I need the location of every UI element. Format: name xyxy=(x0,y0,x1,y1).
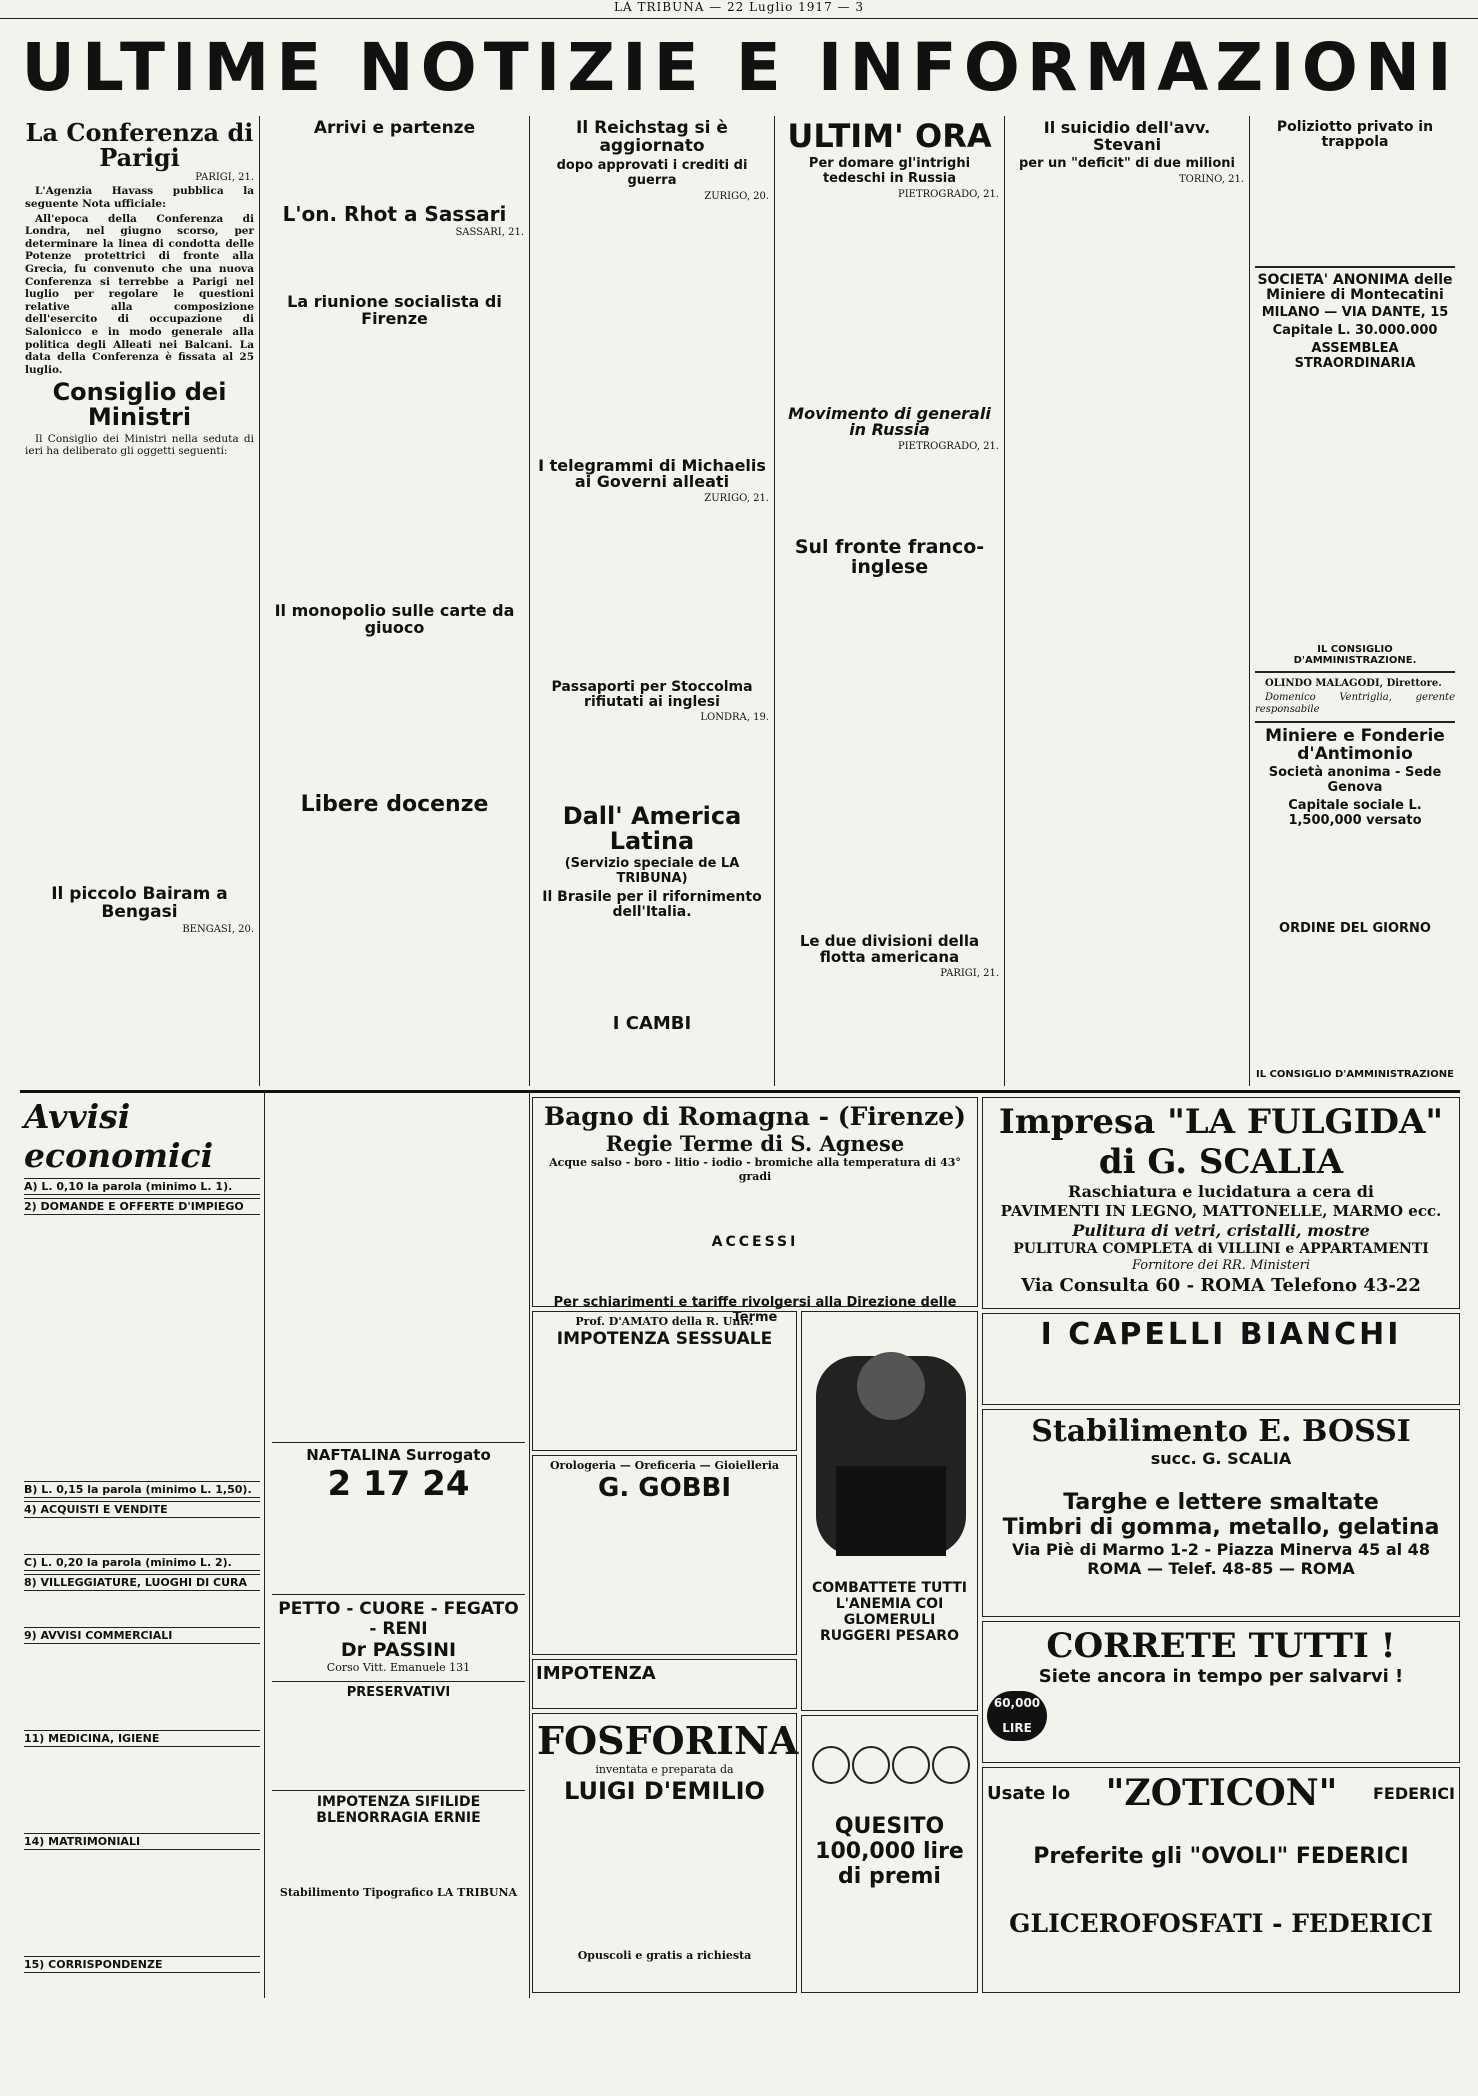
headline-cambi: I CAMBI xyxy=(612,1013,692,1035)
column-4 xyxy=(775,116,1005,1086)
ad-fulgida-line2: PAVIMENTI IN LEGNO, MATTONELLE, MARMO ecc. xyxy=(1000,1202,1442,1220)
classifieds-rate: B) L. 0,15 la parola (minimo L. 1,50). xyxy=(24,1481,260,1498)
column-5 xyxy=(1005,116,1250,1086)
ad-text-block xyxy=(272,1700,525,1790)
ad-bossi-line3: Via Piè di Marmo 1-2 - Piazza Minerva 45 al 48 xyxy=(1012,1540,1430,1559)
ad-text-block xyxy=(987,1938,1455,1978)
headline-brasile: Il Brasile per il rifornimento dell'Italia. xyxy=(542,889,762,920)
article-text-block xyxy=(25,460,254,880)
notice-antimonio-sub: Società anonima - Sede Genova xyxy=(1268,765,1442,796)
article-text-block xyxy=(1255,151,1455,261)
ad-bagno-line: Acque salso - boro - litio - iodio - bromiche alla temperatura di 43° gradi xyxy=(549,1156,961,1183)
headline-monopolio-carte: Il monopolio sulle carte da giuoco xyxy=(274,601,515,638)
ad-bossi-line1: Targhe e lettere smaltate xyxy=(1063,1490,1379,1515)
ad-text-block xyxy=(537,1809,792,1949)
ad-text-block xyxy=(986,1352,1456,1392)
article-text-block xyxy=(535,506,769,676)
headline-ultim-ora: ULTIM' ORA xyxy=(787,117,992,155)
article-text-block xyxy=(780,981,999,1031)
quesito-illustration xyxy=(806,1720,973,1810)
article-text-block xyxy=(780,454,999,534)
notice-montecatini-address: MILANO — VIA DANTE, 15 xyxy=(1261,304,1449,320)
dateline: PIETROGRADO, 21. xyxy=(897,441,999,453)
ad-bagno-title: Bagno di Romagna - (Firenze) xyxy=(543,1102,967,1131)
dateline: PIETROGRADO, 21. xyxy=(897,188,999,200)
classifieds-text-block xyxy=(272,1097,525,1442)
notice-text-block xyxy=(1255,939,1455,1069)
headline-america-latina: Dall' America Latina xyxy=(562,801,742,855)
classifieds-rate: A) L. 0,10 la parola (minimo L. 1). xyxy=(24,1178,260,1195)
article-text-block xyxy=(535,725,769,800)
article-text-block xyxy=(780,580,999,930)
article-lead: L'Agenzia Havass pubblica la seguente Nota ufficiale: xyxy=(25,185,254,210)
column-3 xyxy=(530,116,775,1086)
ad-bossi xyxy=(982,1409,1460,1617)
classifieds-text-block xyxy=(24,1647,260,1727)
headline-arrivi-partenze: Arrivi e partenze xyxy=(313,118,476,138)
classifieds-section: 11) MEDICINA, IGIENE xyxy=(24,1730,260,1747)
notice-montecatini-capital: Capitale L. 30.000.000 xyxy=(1272,322,1438,338)
ad-passini-address: Corso Vitt. Emanuele 131 xyxy=(326,1661,471,1674)
subheadline: dopo approvati i crediti di guerra xyxy=(556,157,748,188)
ad-text-block xyxy=(537,1184,973,1234)
ad-bossi-sub: succ. G. SCALIA xyxy=(1150,1449,1292,1468)
ad-fosforina-footer: Opuscoli e gratis a richiesta xyxy=(577,1948,752,1962)
ad-fulgida-line6: Via Consulta 60 - ROMA Telefono 43-22 xyxy=(1021,1274,1421,1296)
ad-text-block xyxy=(536,1503,793,1633)
ad-bagno-accessi: ACCESSI xyxy=(711,1233,799,1250)
ad-text-block xyxy=(272,1504,525,1594)
article-text-block xyxy=(265,329,524,599)
classifieds-section: 8) VILLEGGIATURE, LUOGHI DI CURA xyxy=(24,1574,260,1591)
article-text-block xyxy=(265,639,524,789)
ad-impotenza-small-title: IMPOTENZA xyxy=(536,1663,656,1684)
classifieds-text-block xyxy=(24,1218,260,1478)
notice-text-block xyxy=(1255,374,1455,644)
anemia-illustration xyxy=(806,1316,973,1576)
ad-text-block xyxy=(536,1349,793,1439)
ad-corrette-title: CORRETE TUTTI ! xyxy=(1046,1626,1396,1666)
ad-gobbi xyxy=(532,1455,797,1655)
classifieds-section: 4) ACQUISTI E VENDITE xyxy=(24,1501,260,1518)
ad-petto-cuore: PETTO - CUORE - FEGATO - RENI xyxy=(272,1594,525,1639)
ad-bossi-line4: ROMA — Telef. 48-85 — ROMA xyxy=(1087,1559,1355,1578)
dateline: TORINO, 21. xyxy=(1179,173,1244,185)
ad-fosforina-sub: inventata e preparata da xyxy=(595,1763,734,1776)
ad-capelli-title: I CAPELLI BIANCHI xyxy=(1040,1317,1402,1352)
notice-antimonio-heading: ORDINE DEL GIORNO xyxy=(1279,921,1431,937)
ad-corrette-badge: 60,000 LIRE xyxy=(987,1691,1047,1741)
classifieds-section: 2) DOMANDE E OFFERTE D'IMPIEGO xyxy=(24,1198,260,1215)
ad-impotenza-doctor: Prof. D'AMATO della R. Univ. xyxy=(575,1315,754,1328)
classifieds-text-block xyxy=(24,1853,260,1953)
classifieds-text-block xyxy=(24,1521,260,1551)
article-body: Il Consiglio dei Ministri nella seduta di ieri ha deliberato gli oggetti seguenti: xyxy=(25,432,254,458)
ad-zoticon-title: "ZOTICON" xyxy=(1105,1772,1338,1814)
running-head: LA TRIBUNA — 22 Luglio 1917 — 3 xyxy=(0,0,1478,19)
article-text-block xyxy=(535,204,769,454)
ad-naftalina: NAFTALINA Surrogato xyxy=(272,1442,525,1464)
ad-impotenza-title: IMPOTENZA SESSUALE xyxy=(556,1328,773,1349)
headline-fronte-franco-inglese: Sul fronte franco-inglese xyxy=(794,536,985,579)
headline-suicidio-stevani: Il suicidio dell'avv. Stevani xyxy=(1043,118,1211,154)
advertising-section xyxy=(20,1090,1460,1998)
ad-preservativi: PRESERVATIVI xyxy=(272,1681,525,1700)
article-text-block xyxy=(265,140,524,200)
dateline: ZURIGO, 20. xyxy=(704,190,769,202)
ad-passini: Dr PASSINI xyxy=(340,1639,457,1661)
ad-capelli-bianchi xyxy=(982,1313,1460,1405)
dateline: ZURIGO, 21. xyxy=(704,493,769,505)
ad-impotenza-sessuale xyxy=(532,1311,797,1451)
ad-corrette-subtitle: Siete ancora in tempo per salvarvi ! xyxy=(1038,1666,1404,1687)
ad-glomeruli-ruggeri xyxy=(801,1311,978,1711)
classifieds-text-block xyxy=(24,1976,260,2096)
column-1 xyxy=(20,116,260,1086)
ad-gobbi-sub: Orologeria — Oreficeria — Gioielleria xyxy=(549,1459,780,1472)
ad-zoticon-brand: FEDERICI xyxy=(1372,1783,1455,1803)
dateline: PARIGI, 21. xyxy=(195,172,254,184)
subheadline: Per domare gl'intrighi tedeschi in Russia xyxy=(808,155,971,186)
ad-fulgida-line3: Pulitura di vetri, cristalli, mostre xyxy=(1072,1220,1370,1240)
classifieds-text-block xyxy=(24,1750,260,1830)
dateline: SASSARI, 21. xyxy=(455,226,524,238)
printer-imprint: Stabilimento Tipografico LA TRIBUNA xyxy=(279,1885,518,1899)
ad-fosforina xyxy=(532,1713,797,1993)
ad-zoticon-federici xyxy=(982,1767,1460,1993)
ad-text-block xyxy=(987,1814,1455,1844)
ad-text-block xyxy=(987,1869,1455,1909)
article-text-block xyxy=(1010,187,1244,1047)
dateline: PARIGI, 21. xyxy=(940,967,999,979)
ad-glicerofosfati-title: GLICEROFOSFATI - FEDERICI xyxy=(1009,1909,1433,1938)
classifieds-title: Avvisi economici xyxy=(24,1097,214,1175)
headline-passaporti-stoccolma: Passaporti per Stoccolma rifiutati ai inglesi xyxy=(551,679,753,710)
article-text-block xyxy=(265,818,524,1118)
headline-generali-russia: Movimento di generali in Russia xyxy=(788,403,991,440)
dateline: LONDRA, 19. xyxy=(700,711,769,723)
headline-libere-docenze: Libere docenze xyxy=(300,792,489,818)
headline-conferenza-parigi: La Conferenza di Parigi xyxy=(25,118,254,173)
article-text-block xyxy=(535,921,769,1011)
manager-signature: Domenico Ventriglia, gerente responsabile xyxy=(1255,691,1455,715)
ad-bossi-title: Stabilimento E. BOSSI xyxy=(1031,1414,1411,1449)
subheadline: per un "deficit" di due milioni xyxy=(1018,155,1236,171)
dateline: BENGASI, 20. xyxy=(182,923,254,935)
article-text-block xyxy=(535,1036,769,1096)
classifieds-section: 9) AVVISI COMMERCIALI xyxy=(24,1627,260,1644)
classifieds-text-block xyxy=(24,1594,260,1624)
news-columns xyxy=(20,116,1460,1086)
ad-fulgida-title: Impresa "LA FULGIDA" di G. SCALIA xyxy=(998,1102,1444,1182)
notice-montecatini-heading: ASSEMBLEA STRAORDINARIA xyxy=(1294,340,1416,371)
director-signature: OLINDO MALAGODI, Direttore. xyxy=(1265,677,1442,689)
article-text-block xyxy=(265,240,524,290)
ad-ovoli-title: Preferite gli "OVOLI" FEDERICI xyxy=(1033,1844,1409,1869)
ad-la-fulgida xyxy=(982,1097,1460,1309)
article-text-block xyxy=(780,202,999,402)
notice-antimonio-title: Miniere e Fonderie d'Antimonio xyxy=(1265,725,1445,764)
ad-glomeruli-text: COMBATTETE TUTTI L'ANEMIA COI GLOMERULI RUGGERI PESARO xyxy=(811,1580,968,1644)
ad-bossi-line2: Timbri di gomma, metallo, gelatina xyxy=(1002,1515,1440,1540)
ad-fulgida-line1: Raschiatura e lucidatura a cera di xyxy=(1068,1182,1374,1201)
ad-bagno-footer: Per schiarimenti e tariffe rivolgersi alla Direzione delle Terme xyxy=(553,1294,957,1325)
notice-signature: IL CONSIGLIO D'AMMINISTRAZIONE xyxy=(1256,1069,1454,1081)
ad-quesito-title: QUESITO 100,000 lire di premi xyxy=(815,1814,964,1889)
ad-gobbi-title: G. GOBBI xyxy=(597,1472,732,1503)
headline-riunione-socialista: La riunione socialista di Firenze xyxy=(287,291,502,328)
classifieds-section: 15) CORRISPONDENZE xyxy=(24,1956,260,1973)
ad-text-block xyxy=(987,1468,1455,1490)
ad-text-block xyxy=(537,1250,973,1295)
column-2 xyxy=(260,116,530,1086)
notice-text-block xyxy=(1255,831,1455,921)
ad-quesito xyxy=(801,1715,978,1993)
classifieds-column-2 xyxy=(268,1093,530,1998)
classifieds-section: 14) MATRIMONIALI xyxy=(24,1833,260,1850)
ad-fosforina-title: FOSFORINA xyxy=(537,1718,799,1763)
headline-rhot-sassari: L'on. Rhot a Sassari xyxy=(282,201,507,226)
headline-poliziotto: Poliziotto privato in trappola xyxy=(1276,119,1434,150)
headline-flotta-americana: Le due divisioni della flotta americana xyxy=(799,932,980,966)
headline-bairam-bengasi: Il piccolo Bairam a Bengasi xyxy=(51,883,228,922)
classifieds-column xyxy=(20,1093,265,1998)
ad-impotenza-small xyxy=(532,1659,797,1709)
ad-bagno-subtitle: Regie Terme di S. Agnese xyxy=(605,1131,905,1156)
ad-fulgida-line5: Fornitore dei RR. Ministeri xyxy=(1131,1258,1311,1274)
ad-text-block xyxy=(272,1826,525,1886)
classifieds-rate: C) L. 0,20 la parola (minimo L. 2). xyxy=(24,1554,260,1571)
notice-antimonio-capital: Capitale sociale L. 1,500,000 versato xyxy=(1288,798,1422,829)
headline-consiglio-ministri: Consiglio dei Ministri xyxy=(52,378,227,432)
ad-impotenza-sifilide: IMPOTENZA SIFILIDE BLENORRAGIA ERNIE xyxy=(272,1790,525,1826)
headline-telegrammi-michaelis: I telegrammi di Michaelis ai Governi alleati xyxy=(538,455,766,492)
column-6 xyxy=(1250,116,1460,1086)
subheadline: (Servizio speciale de LA TRIBUNA) xyxy=(564,856,740,887)
notice-montecatini-title: SOCIETA' ANONIMA delle Miniere di Montecatini xyxy=(1257,272,1453,304)
ad-numbers: 2 17 24 xyxy=(327,1464,470,1504)
article-body: All'epoca della Conferenza di Londra, nel giugno scorso, per determinare la linea di condotta delle Potenze protettrici di fronte alla Grecia, fu convenuto che una nuova Conferenza si terrebbe a Parigi nel luglio per regolare le questioni relative alla composizione dell'esercito di occupazione di Salonicco e in modo generale alla politica degli Alleati nei Balcani. La data della Conferenza è fissata al 25 luglio. xyxy=(25,212,254,376)
page-banner: ULTIME NOTIZIE E INFORMAZIONI xyxy=(21,29,1459,106)
ad-text-block xyxy=(1053,1691,1455,1751)
ad-fulgida-line4: PULITURA COMPLETA di VILLINI e APPARTAMENTI xyxy=(1013,1240,1429,1257)
headline-reichstag: Il Reichstag si è aggiornato xyxy=(576,118,728,156)
ad-fosforina-name: LUIGI D'EMILIO xyxy=(564,1776,765,1805)
ad-zoticon-prefix: Usate lo xyxy=(987,1782,1071,1804)
ad-corrette-tutti xyxy=(982,1621,1460,1763)
ad-text-block xyxy=(806,1889,973,1999)
notice-signature: IL CONSIGLIO D'AMMINISTRAZIONE. xyxy=(1293,643,1417,666)
